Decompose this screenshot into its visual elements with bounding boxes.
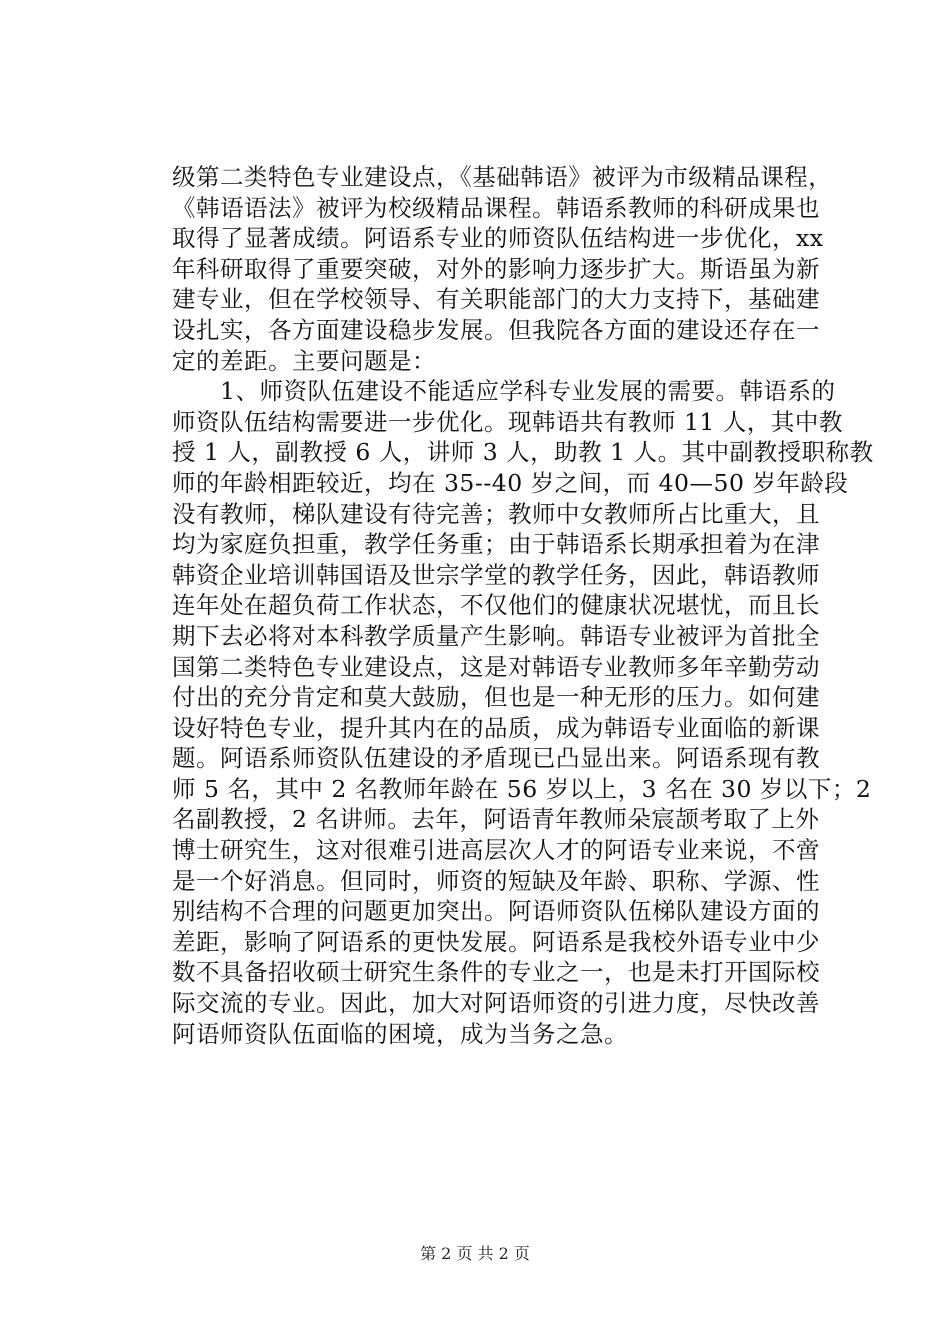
text-line: 付出的充分肯定和莫大鼓励，但也是一种无形的压力。如何建 (172, 683, 820, 712)
text-line: 师 5 名，其中 2 名教师年龄在 56 岁以上，3 名在 30 岁以下；2 (172, 774, 872, 803)
text-line: 际交流的专业。因此，加大对阿语师资的引进力度，尽快改善 (172, 989, 820, 1018)
text-line: 《韩语语法》被评为校级精品课程。韩语系教师的科研成果也 (172, 193, 820, 222)
text-line: 是一个好消息。但同时，师资的短缺及年龄、职称、学源、性 (172, 866, 820, 895)
text-line: 阿语师资队伍面临的困境，成为当务之急。 (172, 1019, 628, 1048)
text-line: 均为家庭负担重，教学任务重；由于韩语系长期承担着为在津 (172, 530, 820, 559)
text-line: 设好特色专业，提升其内在的品质，成为韩语专业面临的新课 (172, 713, 820, 742)
text-line: 设扎实，各方面建设稳步发展。但我院各方面的建设还存在一 (172, 315, 820, 344)
text-line: 期下去必将对本科教学质量产生影响。韩语专业被评为首批全 (172, 621, 820, 650)
page-number-footer: 第 2 页 共 2 页 (420, 1244, 530, 1263)
text-line: 国第二类特色专业建设点，这是对韩语专业教师多年辛勤劳动 (172, 652, 820, 681)
text-line: 年科研取得了重要突破，对外的影响力逐步扩大。斯语虽为新 (172, 254, 820, 283)
text-line: 差距，影响了阿语系的更快发展。阿语系是我校外语专业中少 (172, 927, 820, 956)
text-line: 师资队伍结构需要进一步优化。现韩语共有教师 11 人，其中教 (172, 407, 843, 436)
text-line: 名副教授，2 名讲师。去年，阿语青年教师朵宸颉考取了上外 (172, 805, 820, 834)
text-line: 博士研究生，这对很难引进高层次人才的阿语专业来说，不啻 (172, 836, 820, 865)
text-line: 取得了显著成绩。阿语系专业的师资队伍结构进一步优化，xx (172, 224, 824, 253)
body-text (172, 162, 874, 1049)
text-line: 没有教师，梯队建设有待完善；教师中女教师所占比重大，且 (172, 499, 820, 528)
text-line: 级第二类特色专业建设点，《基础韩语》被评为市级精品课程， (172, 163, 833, 191)
paragraph-start-line: 1、师资队伍建设不能适应学科专业发展的需要。韩语系的 (172, 377, 836, 406)
text-line: 授 1 人，副教授 6 人，讲师 3 人，助教 1 人。其中副教授职称教 (172, 438, 874, 467)
text-line: 连年处在超负荷工作状态，不仅他们的健康状况堪忧，而且长 (172, 591, 820, 620)
text-line: 定的差距。主要问题是： (172, 346, 436, 375)
text-line: 韩资企业培训韩国语及世宗学堂的教学任务，因此，韩语教师 (172, 560, 820, 589)
text-line: 别结构不合理的问题更加突出。阿语师资队伍梯队建设方面的 (172, 897, 820, 926)
text-line: 师的年龄相距较近，均在 35--40 岁之间，而 40—50 岁年龄段 (172, 468, 849, 497)
text-line: 数不具备招收硕士研究生条件的专业之一，也是未打开国际校 (172, 958, 820, 987)
text-line: 题。阿语系师资队伍建设的矛盾现已凸显出来。阿语系现有教 (172, 744, 820, 773)
text-line: 建专业，但在学校领导、有关职能部门的大力支持下，基础建 (172, 285, 820, 314)
